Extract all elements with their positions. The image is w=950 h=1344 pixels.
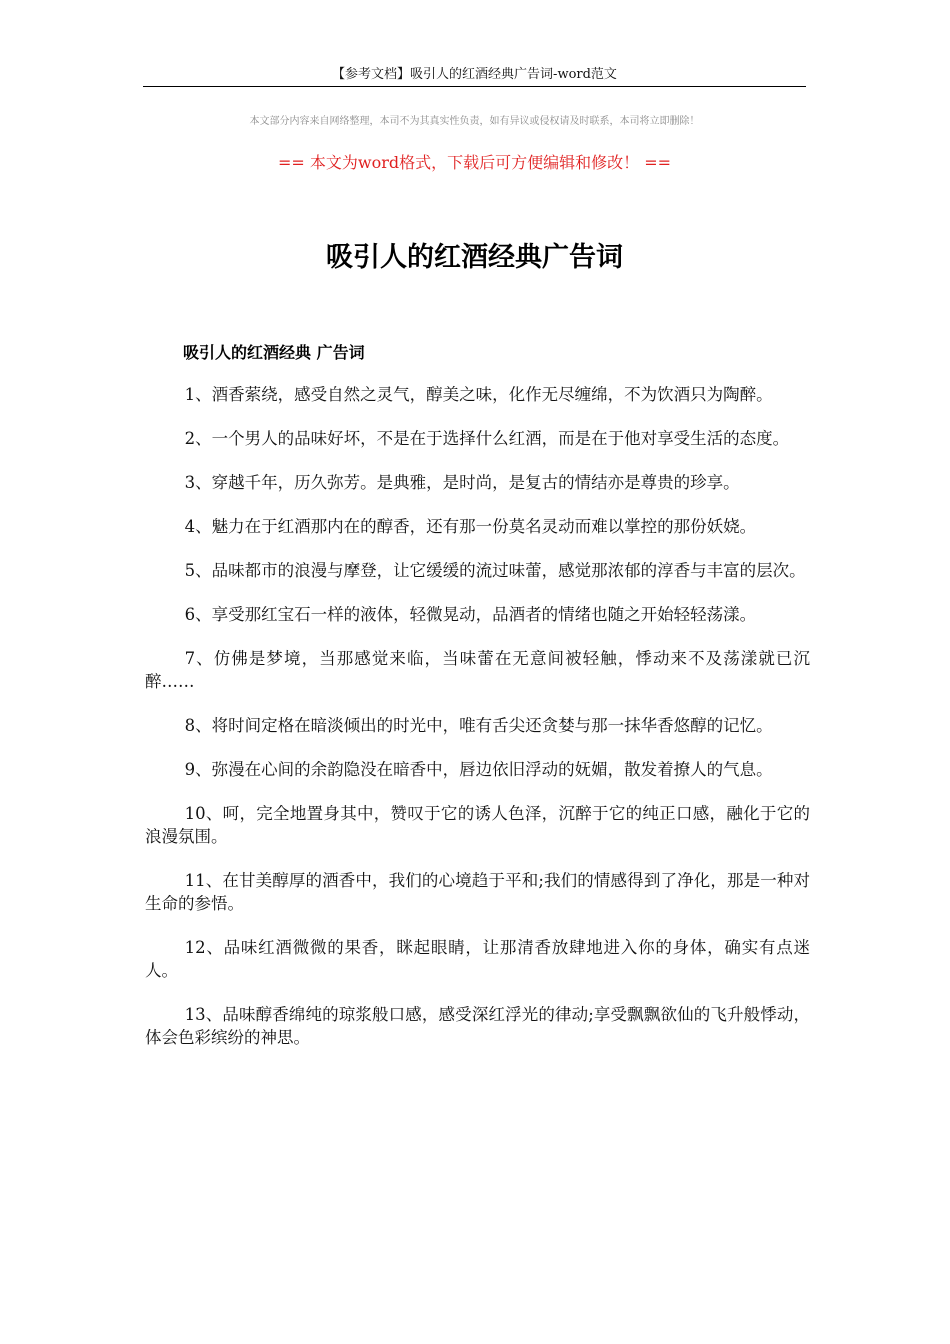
paragraph: 4、魅力在于红酒那内在的醇香，还有那一份莫名灵动而难以掌控的那份妖娆。	[184, 517, 757, 536]
paragraph: 1、酒香萦绕，感受自然之灵气，醇美之味，化作无尽缠绵，不为饮酒只为陶醉。	[184, 385, 773, 404]
paragraph: 8、将时间定格在暗淡倾出的时光中，唯有舌尖还贪婪与那一抹华香悠醇的记忆。	[184, 716, 773, 735]
document-title: 吸引人的红酒经典广告词	[326, 242, 623, 273]
paragraph: 5、品味都市的浪漫与摩登，让它缓缓的流过味蕾，感觉那浓郁的淳香与丰富的层次。	[184, 561, 806, 580]
disclaimer-text: 本文部分内容来自网络整理，本司不为其真实性负责，如有异议或侵权请及时联系，本司将立即删除！	[249, 116, 700, 127]
format-notice: == 本文为word格式，下载后可方便编辑和修改！ ==	[277, 153, 672, 172]
document-body	[145, 383, 810, 1070]
paragraph: 3、穿越千年，历久弥芳。是典雅，是时尚，是复古的情结亦是尊贵的珍享。	[184, 473, 740, 492]
running-header: 【参考文档】吸引人的红酒经典广告词-word范文	[332, 67, 617, 82]
header-divider	[143, 86, 806, 87]
paragraph: 7、仿佛是梦境，当那感觉来临，当味蕾在无意间被轻触，悸动来不及荡漾就已沉醉……	[145, 649, 810, 691]
paragraph: 9、弥漫在心间的余韵隐没在暗香中，唇边依旧浮动的妩媚，散发着撩人的气息。	[184, 760, 773, 779]
paragraph: 12、品味红酒微微的果香，眯起眼睛，让那清香放肆地进入你的身体，确实有点迷人。	[145, 938, 810, 980]
paragraph: 11、在甘美醇厚的酒香中，我们的心境趋于平和;我们的情感得到了净化，那是一种对生命的参悟。	[145, 871, 810, 913]
paragraph: 6、享受那红宝石一样的液体，轻微晃动，品酒者的情绪也随之开始轻轻荡漾。	[184, 605, 757, 624]
paragraph: 10、呵，完全地置身其中，赞叹于它的诱人色泽，沉醉于它的纯正口感，融化于它的浪漫氛围。	[145, 804, 810, 846]
paragraph: 2、一个男人的品味好坏，不是在于选择什么红酒，而是在于他对享受生活的态度。	[184, 429, 790, 448]
paragraph: 13、品味醇香绵纯的琼浆般口感，感受深红浮光的律动;享受飘飘欲仙的飞升般悸动，体会色彩缤纷的神思。	[145, 1005, 810, 1047]
section-heading: 吸引人的红酒经典 广告词	[183, 343, 365, 362]
